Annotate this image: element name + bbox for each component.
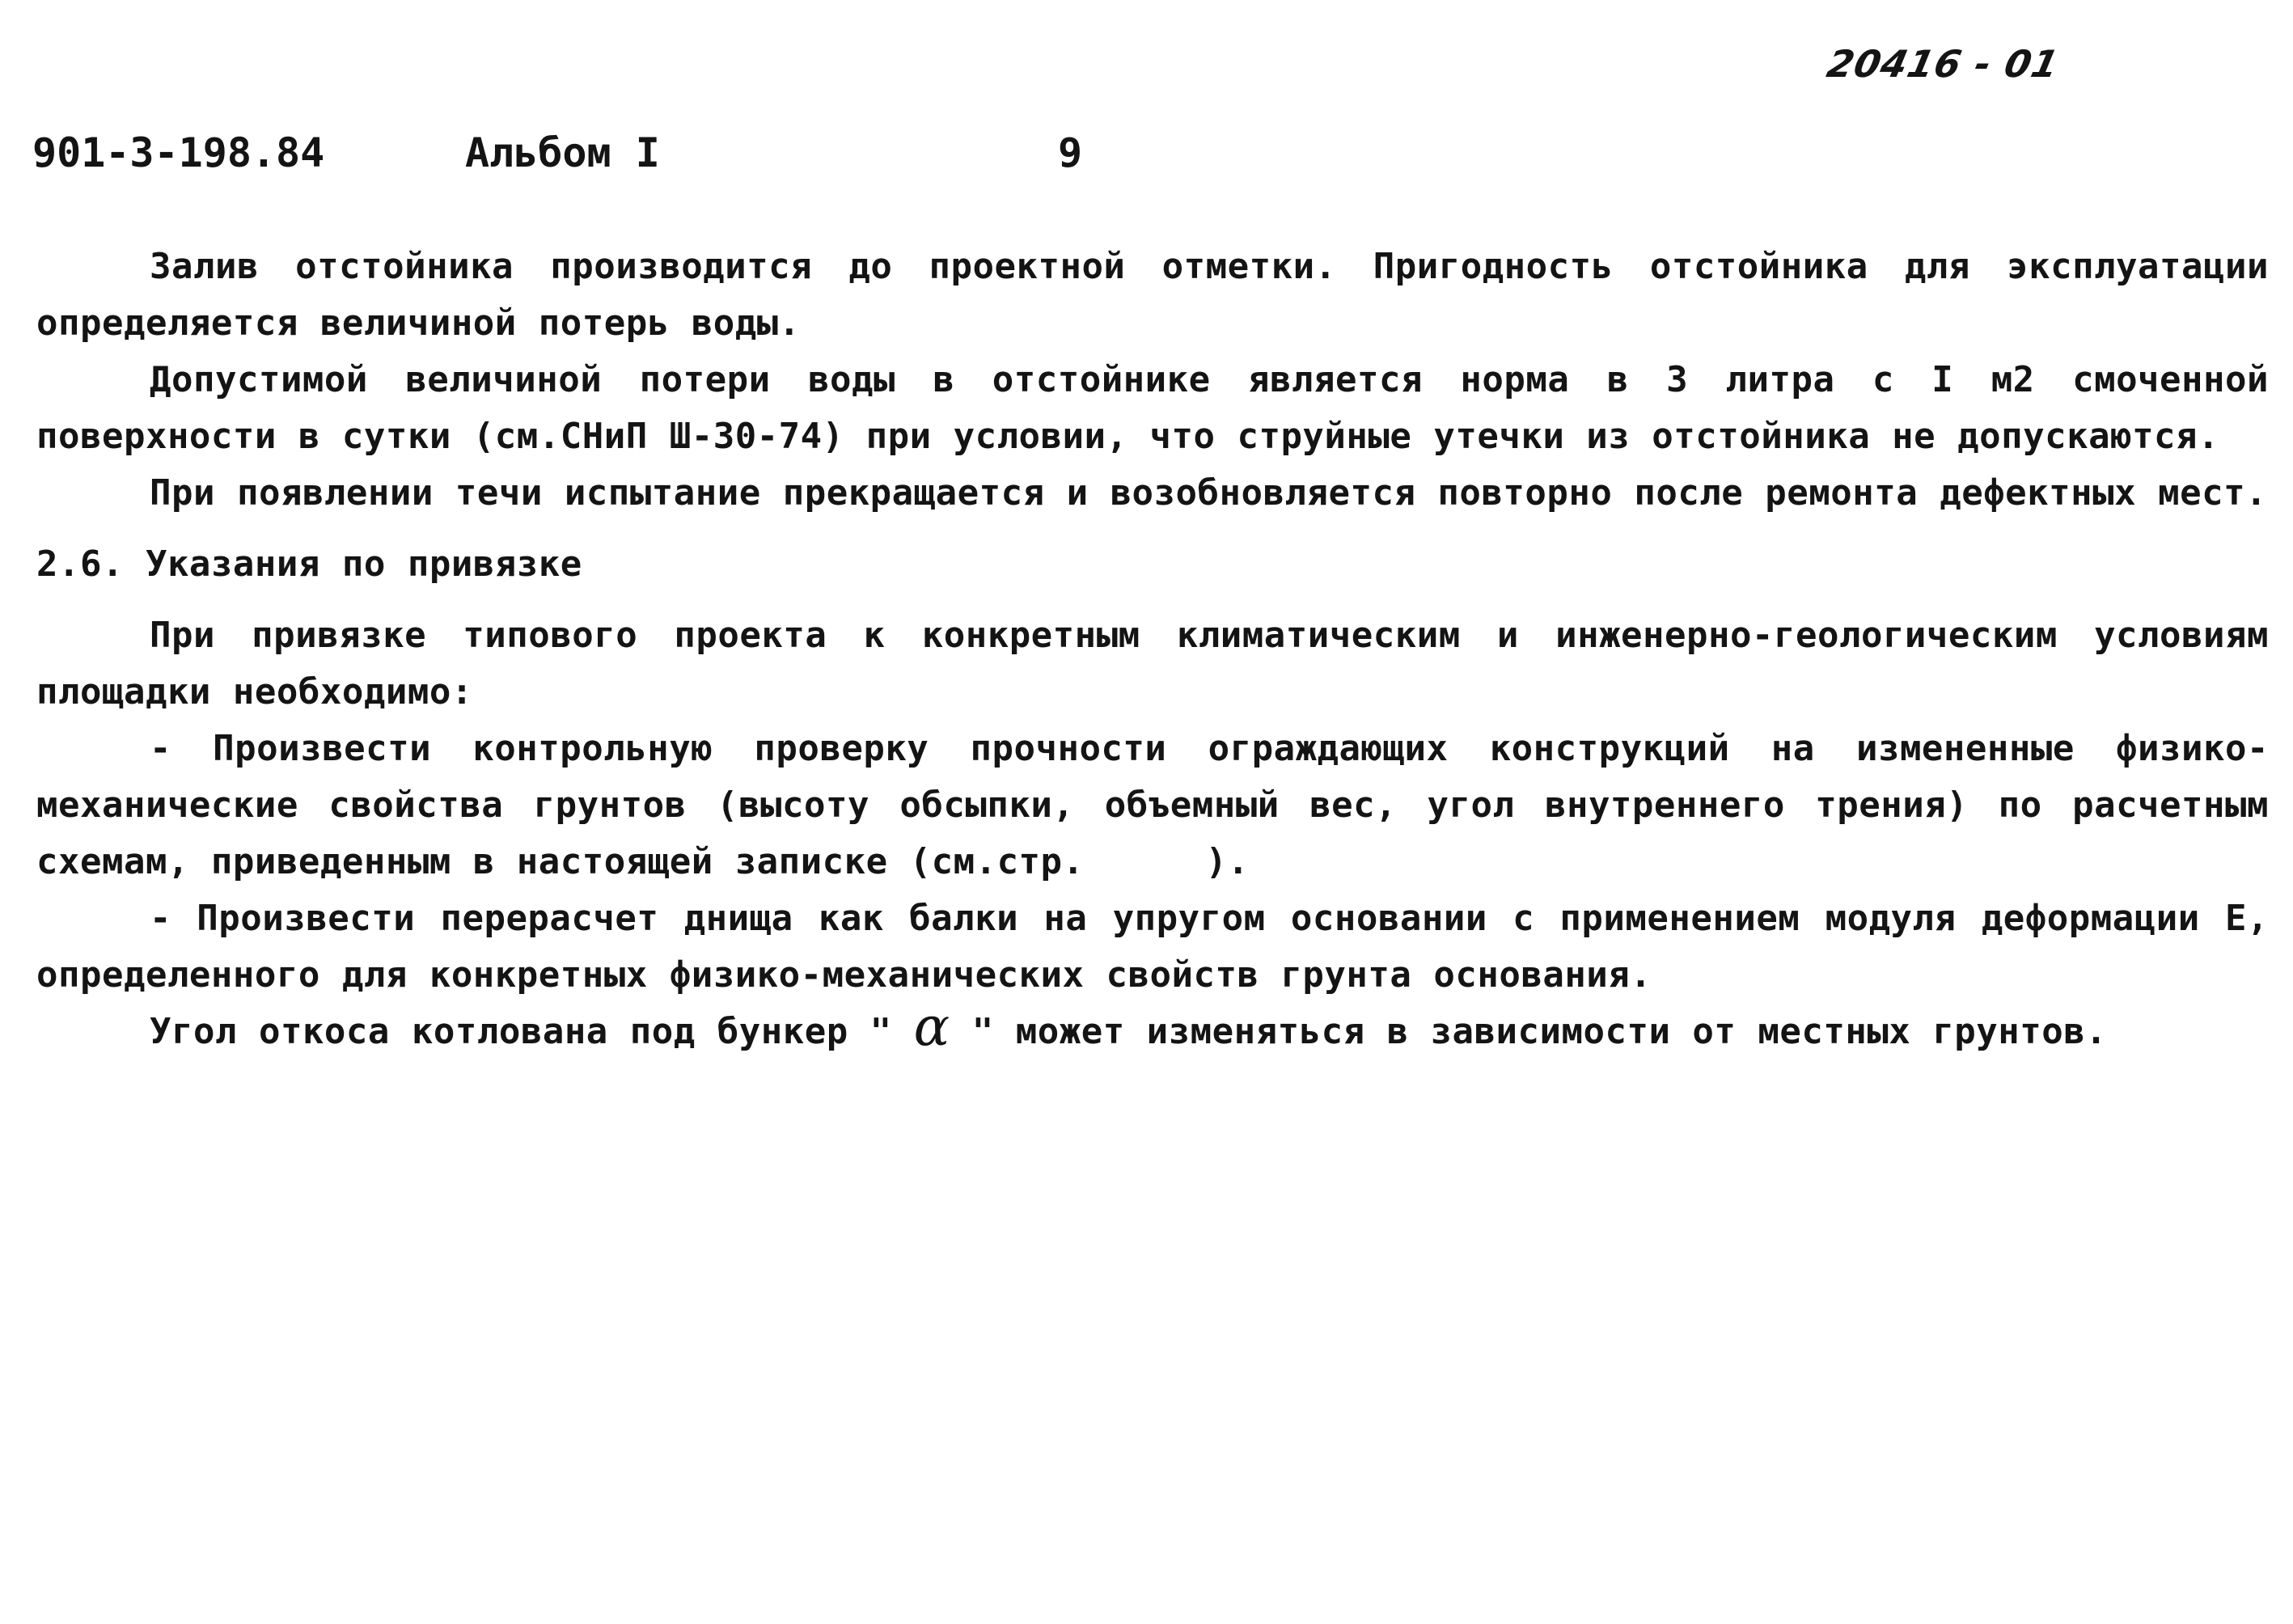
section-heading: 2.6. Указания по привязке [36,543,582,585]
slope-angle-text-end: " может изменяться в зависимости от местных грунтов. [971,1011,2108,1052]
bullet-bottom-recalc: - Произвести перерасчет днища как балки на упругом основании с применением модуля деформации Е, определенного для конкретных физико-механических свойств грунта основания. [36,898,2269,996]
paragraph-water-loss-norm: Допустимой величиной потери воды в отстойнике является норма в 3 литра с I м2 смоченной поверхности в сутки (см.СНиП Ш-30-74) при условии, что струйные утечки из отстойника не допускаются. [36,359,2269,457]
alpha-symbol: α [913,996,950,1058]
body-text [36,239,2269,1060]
album-label: Альбом I [465,129,660,176]
document-code: 901-3-198.84 [32,129,325,176]
inventory-number: 20416 - 01 [1823,42,2063,86]
page-number: 9 [1058,129,1083,176]
paragraph-filling: Залив отстойника производится до проектной отметки. Пригодность отстойника для эксплуатации определяется величиной потерь воды. [36,246,2269,344]
paragraph-binding-intro: При привязке типового проекта к конкретным климатическим и инженерно-геологическим условиям площадки необходимо: [36,615,2269,713]
bullet-strength-check [36,721,2269,890]
paragraph-leak-repair: При появлении течи испытание прекращается и возобновляется повторно после ремонта дефектных мест. [150,472,2268,514]
bullet-strength-check-end: ). [1205,841,1250,882]
bullet-strength-check-text: - Произвести контрольную проверку прочности ограждающих конструкций на измененные физико-механические свойства грунтов (высоту обсыпки, объемный вес, угол внутреннего трения) по расчетным схемам, приведенным в настоящей записке (см.стр. [36,728,2269,882]
slope-angle-text-start: Угол откоса котлована под бункер " [150,1011,892,1052]
paragraph-slope-angle [36,996,2269,1060]
